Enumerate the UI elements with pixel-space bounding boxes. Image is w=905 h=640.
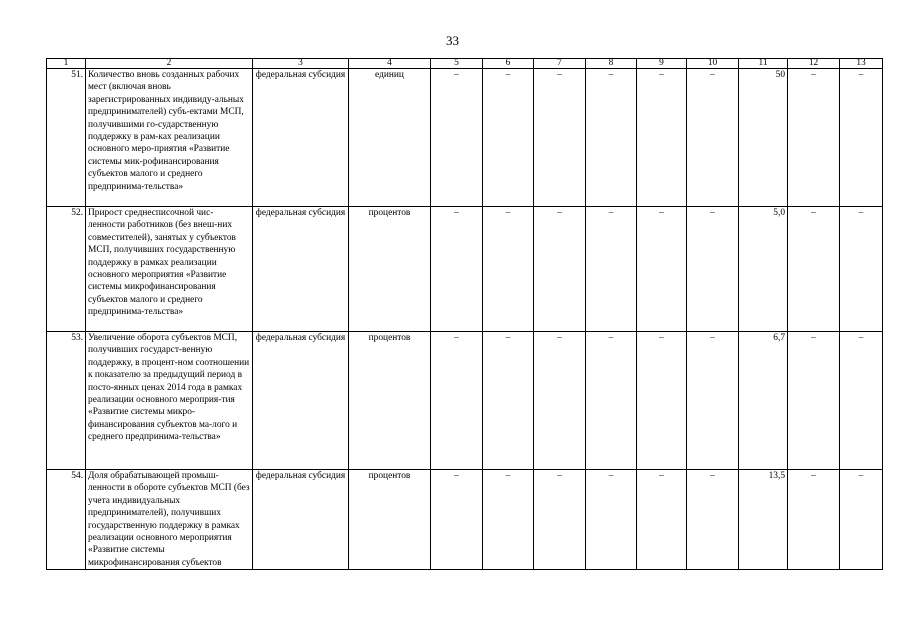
value-cell: –	[687, 332, 739, 470]
row-number: 51.	[47, 69, 86, 207]
value-cell: –	[431, 69, 483, 207]
value-cell: –	[840, 69, 883, 207]
table-row	[47, 332, 883, 470]
value-cell: –	[534, 470, 586, 570]
page-number: 33	[446, 33, 459, 48]
value-cell: –	[431, 470, 483, 570]
value-cell: –	[788, 470, 840, 570]
value-cell: 6,7	[739, 332, 788, 470]
unit-of-measure: единиц	[349, 69, 431, 207]
value-cell: –	[534, 69, 586, 207]
funding-source: федеральная субсидия	[253, 332, 349, 470]
row-number: 54.	[47, 470, 86, 570]
value-cell: –	[637, 470, 687, 570]
row-number: 52.	[47, 207, 86, 332]
unit-of-measure: процентов	[349, 332, 431, 470]
value-cell: –	[431, 332, 483, 470]
value-cell: –	[483, 332, 534, 470]
value-cell: –	[586, 470, 637, 570]
value-cell: 5,0	[739, 207, 788, 332]
value-cell: –	[586, 69, 637, 207]
unit-of-measure: процентов	[349, 470, 431, 570]
column-header: 3	[253, 59, 349, 69]
column-header: 12	[788, 59, 840, 69]
column-header: 2	[86, 59, 253, 69]
value-cell: –	[534, 207, 586, 332]
value-cell: –	[840, 332, 883, 470]
indicator-name: Доля обрабатывающей промыш-ленности в обороте субъектов МСП (без учета индивидуальных предпринимателей), получивших государственную поддержку в рамках реализации основного мероприятия «Развитие системы микрофинансирования субъектов	[86, 470, 253, 570]
funding-source: федеральная субсидия	[253, 207, 349, 332]
value-cell: –	[637, 332, 687, 470]
row-number: 53.	[47, 332, 86, 470]
column-header: 11	[739, 59, 788, 69]
column-header: 1	[47, 59, 86, 69]
value-cell: –	[534, 332, 586, 470]
value-cell: –	[483, 470, 534, 570]
column-header: 9	[637, 59, 687, 69]
value-cell: 13,5	[739, 470, 788, 570]
value-cell: –	[431, 207, 483, 332]
value-cell: –	[840, 470, 883, 570]
column-header: 5	[431, 59, 483, 69]
column-header: 8	[586, 59, 637, 69]
value-cell: –	[483, 69, 534, 207]
value-cell: –	[687, 69, 739, 207]
value-cell: –	[687, 207, 739, 332]
table-header-row	[47, 59, 883, 69]
unit-of-measure: процентов	[349, 207, 431, 332]
value-cell: –	[840, 207, 883, 332]
column-header: 10	[687, 59, 739, 69]
column-header: 4	[349, 59, 431, 69]
value-cell: –	[788, 332, 840, 470]
table-row	[47, 207, 883, 332]
indicators-table	[46, 58, 883, 570]
column-header: 6	[483, 59, 534, 69]
funding-source: федеральная субсидия	[253, 69, 349, 207]
indicator-name: Количество вновь созданных рабочих мест (включая вновь зарегистрированных индивиду-альных предпринимателей) субъ-ектами МСП, получившими го-сударственную поддержку в рам-ках реализации основного меро-приятия «Развитие системы мик-рофинансирования субъектов малого и среднего предпринима-тельства»	[86, 69, 253, 207]
value-cell: –	[586, 207, 637, 332]
indicator-name: Увеличение оборота субъектов МСП, получивших государст-венную поддержку, в процент-ном соотношении к показателю за предыдущий период в посто-янных ценах 2014 года в рамках реализации основного мероприя-тия «Развитие системы микро-финансирования субъектов ма-лого и среднего предпринима-тельства»	[86, 332, 253, 470]
value-cell: –	[687, 470, 739, 570]
column-header: 7	[534, 59, 586, 69]
funding-source: федеральная субсидия	[253, 470, 349, 570]
value-cell: –	[483, 207, 534, 332]
value-cell: –	[788, 207, 840, 332]
value-cell: –	[788, 69, 840, 207]
table-row	[47, 470, 883, 570]
value-cell: –	[586, 332, 637, 470]
indicator-name: Прирост среднесписочной чис-ленности работников (без внеш-них совместителей), занятых у субъектов МСП, получивших государственную поддержку в рамках реализации основного мероприятия «Развитие системы микрофинансирования субъектов малого и среднего предпринима-тельства»	[86, 207, 253, 332]
value-cell: 50	[739, 69, 788, 207]
column-header: 13	[840, 59, 883, 69]
value-cell: –	[637, 207, 687, 332]
value-cell: –	[637, 69, 687, 207]
table-row	[47, 69, 883, 207]
